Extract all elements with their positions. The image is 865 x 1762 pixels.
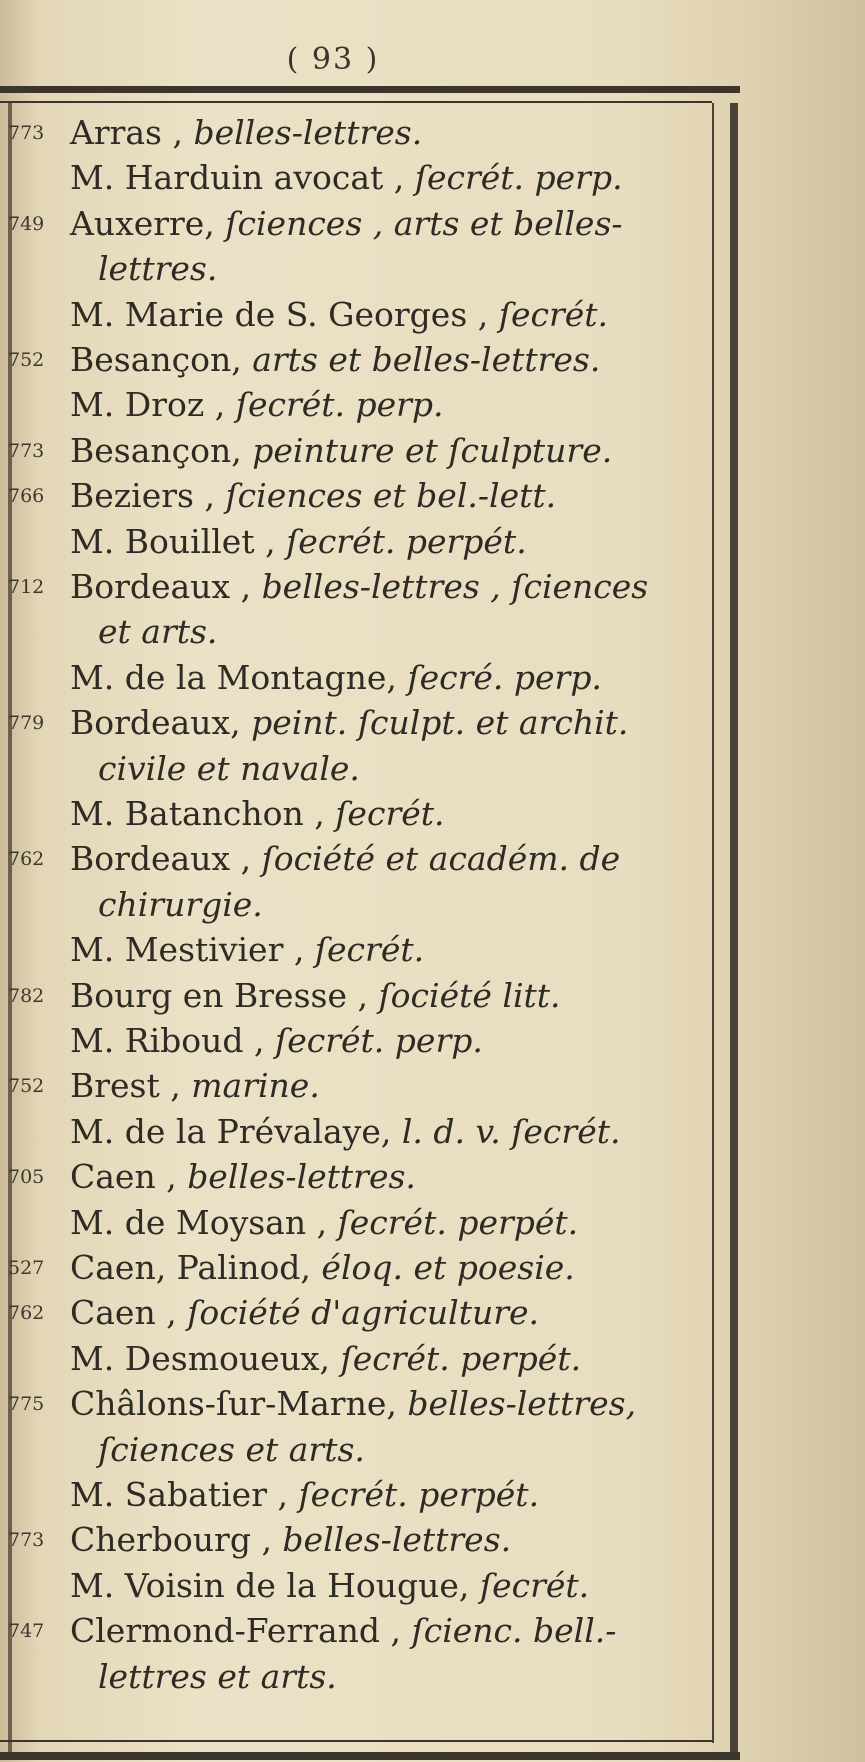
italic-text: ſociété d'agriculture. [187,1293,540,1333]
roman-text: M. Bouillet , [70,521,287,561]
entry-line [0,1474,705,1516]
italic-text: ſecrét. perpét. [286,521,527,561]
secretary-line [70,1111,620,1153]
italic-text: belles-lettres. [282,1520,512,1560]
italic-text: ſecré. perp. [407,657,602,697]
italic-text: ſecrét. [314,930,425,970]
italic-text: ſociété litt. [378,975,561,1015]
entry-line [0,611,705,653]
roman-text: Auxerre, [70,203,226,243]
academy-line [70,566,648,608]
italic-text: ſociété et académ. de [261,839,621,879]
founding-year: 749 [8,212,45,235]
italic-text: peint. ſculpt. et archit. [251,703,629,743]
entry-line [0,748,705,790]
entry-line [0,339,705,381]
academy-line [70,1292,539,1334]
secretary-line [70,1565,589,1607]
academy-line [70,1065,320,1107]
roman-text: Besançon, [70,430,253,470]
founding-year: 782 [8,984,45,1007]
continuation-line [98,1429,365,1471]
founding-year: 752 [8,1075,45,1098]
roman-text: Bordeaux , [70,567,262,606]
founding-year: 712 [8,576,45,598]
founding-year: 775 [8,1393,45,1416]
founding-year: 773 [8,439,45,462]
italic-text: l. d. v. ſecrét. [401,1111,621,1151]
entry-line [0,475,705,517]
entry-line [0,838,705,880]
founding-year: 527 [8,1257,45,1279]
secretary-line [70,1202,578,1244]
secretary-line [70,1474,539,1516]
italic-text: chirurgie. [98,884,263,924]
entry-line [0,294,705,336]
italic-text: ſcienc. bell.- [411,1611,617,1651]
roman-text: Beziers , [70,476,226,516]
academy-line [70,112,422,154]
founding-year: 779 [8,712,45,735]
italic-text: marine. [191,1066,320,1106]
secretary-line [70,929,424,971]
roman-text: M. Riboud , [70,1021,276,1060]
entry-line [0,1429,705,1471]
continuation-line [98,611,217,653]
roman-text: Besançon, [70,340,253,379]
continuation-line [98,884,263,926]
entry-line [0,929,705,971]
entry-line [0,1656,705,1698]
founding-year: 766 [8,485,45,508]
continuation-line [98,248,217,290]
academy-line [70,1383,636,1425]
right-border-inner [712,103,714,1743]
roman-text: M. de Moysan , [70,1202,338,1242]
founding-year: 773 [8,122,45,144]
founding-year: 762 [8,848,45,871]
roman-text: Brest , [70,1066,192,1106]
roman-text: Arras , [70,113,194,152]
roman-text: Châlons-ſur-Marne, [70,1384,408,1424]
italic-text: ſecrét. [335,794,445,833]
academy-line [70,475,556,517]
italic-text: belles-lettres. [193,113,423,152]
roman-text: M. Droz , [70,385,236,425]
academy-line [70,1247,575,1289]
italic-text: ſecrét. perp. [414,158,623,198]
entry-line [0,157,705,199]
italic-text: ſecrét. [498,294,609,334]
entry-line [0,1247,705,1289]
academy-line [70,339,600,381]
academy-line [70,1156,416,1198]
academy-line [70,838,620,880]
italic-text: ſecrét. perpét. [340,1338,582,1378]
roman-text: M. de la Montagne, [70,657,408,697]
italic-text: belles-lettres, [407,1384,637,1424]
founding-year: 705 [8,1166,45,1189]
italic-text: et arts. [98,612,218,652]
roman-text: M. Marie de S. Georges , [70,294,499,334]
italic-text: belles-lettres. [187,1157,416,1197]
entry-line [0,884,705,926]
entry-line [0,1156,705,1198]
roman-text: Bordeaux, [70,703,252,743]
roman-text: Cherbourg , [70,1520,283,1560]
roman-text: M. Sabatier , [70,1475,299,1514]
italic-text: lettres. [98,249,218,289]
founding-year: 773 [8,1529,45,1552]
entry-line [0,1610,705,1652]
roman-text: M. Desmoueux, [70,1338,341,1378]
entry-line [0,1519,705,1561]
entry-line [0,702,705,744]
entry-line [0,657,705,699]
founding-year: 762 [8,1302,45,1325]
italic-text: civile et navale. [98,748,360,788]
entry-line [0,975,705,1017]
secretary-line [70,157,623,199]
page-number: ( 93 ) [286,42,380,77]
secretary-line [70,384,444,426]
roman-text: M. Mestivier , [70,930,315,970]
entry-line [0,1338,705,1380]
academy-line [70,1610,616,1652]
entry-line [0,1292,705,1334]
secretary-line [70,1338,581,1380]
secretary-line [70,1020,483,1062]
right-border-outer [730,103,738,1755]
secretary-line [70,294,608,336]
roman-text: M. Harduin avocat , [70,158,415,198]
founding-year: 747 [8,1620,45,1643]
roman-text: M. Batanchon , [70,794,336,833]
entry-line [0,1202,705,1244]
roman-text: Bordeaux , [70,839,262,879]
secretary-line [70,521,527,563]
italic-text: ſecrét. perpét. [298,1475,540,1514]
entry-line [0,1111,705,1153]
roman-text: Caen , [70,1293,188,1333]
continuation-line [98,1656,337,1698]
entry-line [0,1383,705,1425]
entry-line [0,430,705,472]
entry-line [0,1020,705,1062]
academy-line [70,975,561,1017]
academy-line [70,702,628,744]
entry-line [0,566,705,608]
bottom-rule-thin [0,1740,712,1742]
italic-text: ſciences et arts. [98,1429,365,1469]
academy-line [70,203,623,245]
entry-line [0,1065,705,1107]
italic-text: ſecrét. perp. [275,1021,483,1060]
secretary-line [70,657,602,699]
italic-text: ſecrét. perp. [235,385,444,425]
entry-line [0,384,705,426]
roman-text: Caen , [70,1157,188,1197]
italic-text: arts et belles-lettres. [252,340,601,379]
founding-year: 752 [8,349,45,371]
italic-text: éloq. et poesie. [321,1248,575,1287]
italic-text: belles-lettres , ſciences [261,567,649,606]
bottom-rule-thick [0,1752,740,1760]
entry-line [0,203,705,245]
entry-line [0,1565,705,1607]
roman-text: Clermond-Ferrand , [70,1611,412,1651]
italic-text: lettres et arts. [98,1656,337,1696]
roman-text: Bourg en Bresse , [70,975,379,1015]
roman-text: M. Voisin de la Hougue, [70,1565,480,1605]
secretary-line [70,793,445,835]
italic-text: ſecrét. [479,1565,590,1605]
continuation-line [98,748,360,790]
italic-text: ſecrét. perpét. [337,1202,579,1242]
entry-line [0,248,705,290]
roman-text: M. de la Prévalaye, [70,1111,402,1151]
italic-text: ſciences , arts et belles- [225,203,623,243]
italic-text: peinture et ſculpture. [252,430,613,470]
italic-text: ſciences et bel.-lett. [225,476,557,516]
entry-line [0,793,705,835]
entry-line [0,112,705,154]
academy-line [70,430,612,472]
roman-text: Caen, Palinod, [70,1248,322,1287]
entry-line [0,521,705,563]
academy-line [70,1519,511,1561]
